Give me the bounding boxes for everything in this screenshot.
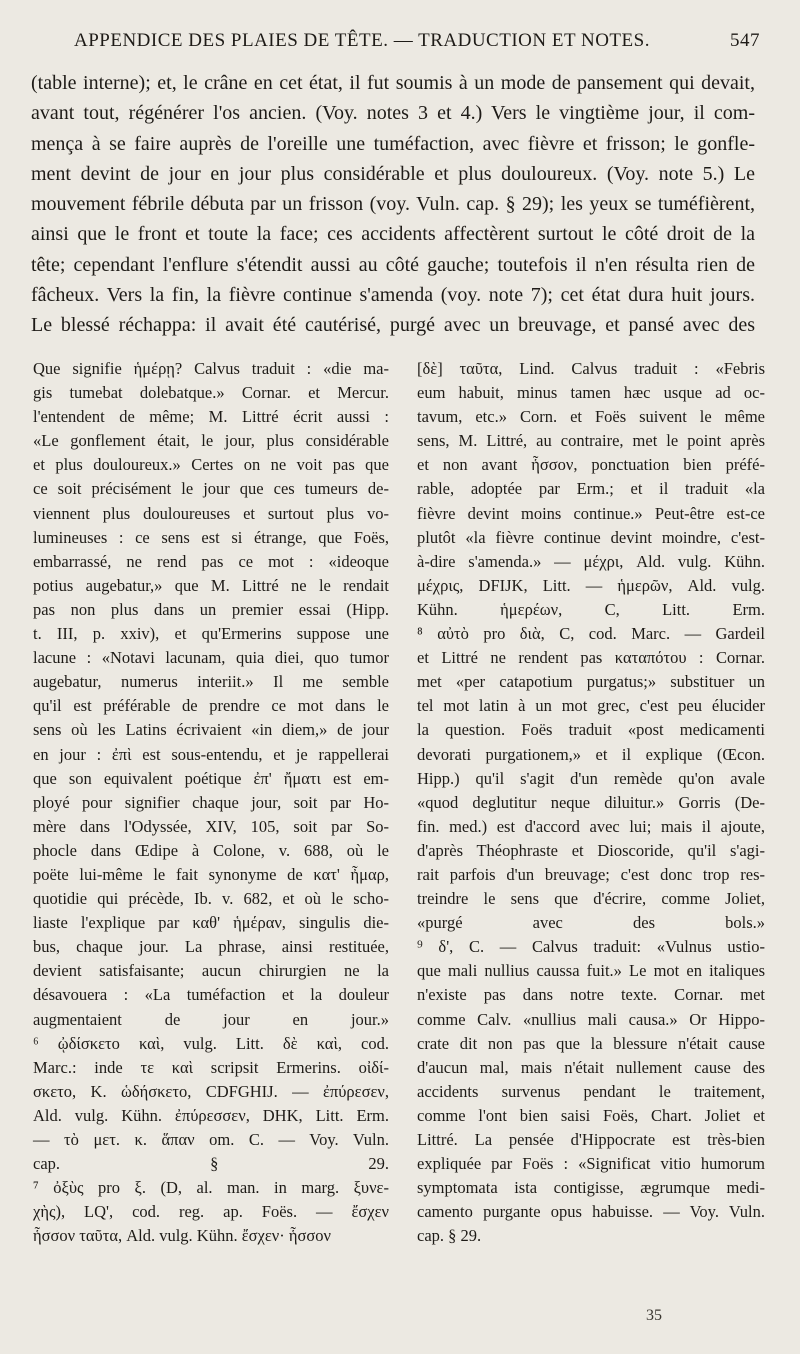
- note-line: que mali nullius caussa fuit.» Le mot en italiques: [417, 961, 765, 981]
- paragraph-line: mouvement fébrile débuta par un frisson (voy. Vuln. cap. § 29); les yeux se tuméfièrent,: [31, 193, 755, 216]
- note-line: fin. med.) est d'accord avec lui; mais il ajoute,: [417, 816, 765, 836]
- note-line: comme l'ont bien saisi Foës, Chart. Joliet et: [417, 1105, 765, 1125]
- note-line: tavum, etc.» Corn. et Foës suivent le même: [417, 407, 765, 427]
- note-line: quotidie qui précède, Ib. v. 682, et où le scho-: [33, 889, 389, 909]
- note-line: liaste l'explique par καθ' ἡμέραν, singulis die-: [33, 913, 389, 933]
- note-line: lumineuses : ce sens est si étrange, que Foës,: [33, 527, 389, 547]
- note-line: devorati purgationem,» et il explique (Œcon.: [417, 744, 765, 764]
- note-line: ⁷ ὀξὺς pro ξ. (D, al. man. in marg. ξυνε-: [33, 1178, 389, 1198]
- paragraph-line: ment devint de jour en jour plus considérable et plus douloureux. (Voy. note 5.) Le: [31, 162, 755, 185]
- note-line: ⁶ ᾠδίσκετο καὶ, vulg. Litt. δὲ καὶ, cod.: [33, 1033, 389, 1053]
- note-line: ce soit précisément le jour que ces tumeurs de-: [33, 479, 389, 499]
- note-line: Hipp.) qu'il s'agit d'un remède qu'on avale: [417, 768, 765, 788]
- paragraph-line: fâcheux. Vers la fin, la fièvre continue s'amenda (voy. note 7); cet état dura huit jours.: [31, 284, 755, 307]
- note-line: et Littré ne rendent pas καταπότου : Cornar.: [417, 648, 765, 668]
- note-line: expliquée par Foës : «Significat vitio humorum: [417, 1154, 765, 1174]
- note-line: cap. § 29.: [33, 1154, 389, 1174]
- note-line: Ald. vulg. Kühn. ἐπύρεσσεν, DHK, Litt. Erm.: [33, 1105, 389, 1125]
- note-line: d'après Théophraste et Dioscoride, qu'il s'agi-: [417, 840, 765, 860]
- footnotes-right-column: [417, 357, 765, 1248]
- note-line: χὴς), LQ', cod. reg. ap. Foës. — ἔσχεν: [33, 1202, 389, 1222]
- note-line: [δὲ] ταῦτα, Lind. Calvus traduit : «Febris: [417, 359, 765, 378]
- note-line: treindre le sens que d'écrire, comme Joliet,: [417, 889, 765, 909]
- note-line: comme Calv. «nullius mali causa.» Or Hippo-: [417, 1009, 765, 1029]
- note-line: cap. § 29.: [417, 1226, 482, 1246]
- note-line: mère dans l'Odyssée, XIV, 105, soit par So-: [33, 816, 389, 836]
- note-line: ἧσσον ταῦτα, Ald. vulg. Kühn. ἔσχεν· ἧσσον: [33, 1226, 332, 1246]
- note-line: et non avant ἧσσον, ponctuation bien préfé-: [417, 455, 765, 475]
- note-line: et plus douloureux.» Certes on ne voit pas que: [33, 455, 389, 475]
- note-line: crate dit non pas que la blessure n'était cause: [417, 1033, 765, 1053]
- note-line: σκετο, K. ὡδήσκετο, CDFGHIJ. — ἐπύρεσεν,: [33, 1081, 389, 1101]
- note-line: en jour : ἐπὶ est sous-entendu, et je rappellerai: [33, 744, 389, 764]
- note-line: désavouera : «La tuméfaction et la douleur: [33, 985, 389, 1005]
- note-line: t. III, p. xxiv), et qu'Ermerins suppose une: [33, 624, 389, 644]
- note-line: rable, adoptée par Erm.; et il traduit «la: [417, 479, 765, 499]
- note-line: n'existe pas dans notre texte. Cornar. met: [417, 985, 765, 1005]
- note-line: d'aucun mal, mais n'était nullement cause des: [417, 1057, 765, 1077]
- note-line: augebatur, numerus interiit.» Il me semble: [33, 672, 389, 692]
- note-line: accidents survenus pendant le traitement,: [417, 1081, 765, 1101]
- note-line: eum habuit, minus tamen hæc usque ad oc-: [417, 383, 765, 403]
- note-line: «quod deglutitur neque diluitur.» Gorris (De-: [417, 792, 765, 812]
- note-line: qu'il est préférable de prendre ce mot dans le: [33, 696, 389, 716]
- footnotes-left-column: [33, 357, 389, 1248]
- note-line: poëte lui-même le fait synonyme de κατ' ἦμαρ,: [33, 864, 389, 884]
- note-line: embarrassé, ne rend pas ce mot : «ideoque: [33, 551, 389, 571]
- note-line: plutôt «la fièvre continue devint moindre, c'est-: [417, 527, 765, 547]
- note-line: camento purgante opus habuisse. — Voy. Vuln.: [417, 1202, 765, 1222]
- note-line: tel mot latin à un mot grec, c'est peu élucider: [417, 696, 765, 716]
- note-line: augmentaient de jour en jour.»: [33, 1009, 389, 1029]
- page-number: 547: [730, 30, 760, 51]
- signature-mark: 35: [646, 1307, 662, 1324]
- running-header: [74, 30, 760, 56]
- paragraph-line: avant tout, régénérer l'os ancien. (Voy. notes 3 et 4.) Vers le vingtième jour, il com-: [31, 102, 755, 125]
- note-line: μέχρις, DFIJK, Litt. — ἡμερῶν, Ald. vulg.: [417, 575, 765, 595]
- note-line: ⁸ αὐτὸ pro διὰ, C, cod. Marc. — Gardeil: [417, 624, 765, 644]
- note-line: Marc.: inde τε καὶ scripsit Ermerins. οἰδί-: [33, 1057, 389, 1077]
- main-paragraph: [31, 68, 755, 341]
- note-line: symptomata ista contigisse, ægrumque medi-: [417, 1178, 765, 1198]
- note-line: Kühn. ἡμερέων, C, Litt. Erm.: [417, 599, 765, 619]
- note-line: phocle dans Œdipe à Colone, v. 688, où le: [33, 840, 389, 860]
- note-line: potius augebatur,» que M. Littré ne le rendait: [33, 575, 389, 595]
- note-line: ployé pour signifier chaque jour, soit par Ho-: [33, 792, 389, 812]
- header-title: APPENDICE DES PLAIES DE TÊTE. — TRADUCTION ET NOTES.: [74, 30, 650, 51]
- note-line: que son equivalent poétique ἐπ' ἤματι est em-: [33, 768, 389, 788]
- note-line: bus, chaque jour. La phrase, ainsi restituée,: [33, 937, 389, 957]
- note-line: sens où les Latins écrivaient «in diem,» de jour: [33, 720, 389, 740]
- paragraph-line: tête; cependant l'enflure s'étendit aussi au côté gauche; toutefois il n'en résulta rien de: [31, 253, 755, 276]
- note-line: «purgé avec des bols.»: [417, 913, 765, 933]
- note-line: «Le gonflement était, le jour, plus considérable: [33, 431, 389, 451]
- note-line: Littré. La pensée d'Hippocrate est très-bien: [417, 1130, 765, 1149]
- note-line: pas non plus dans un premier essai (Hipp.: [33, 599, 389, 619]
- note-line: sens, M. Littré, au contraire, met le point après: [417, 431, 765, 451]
- note-line: fièvre devint moins continue.» Peut-être est-ce: [417, 503, 765, 523]
- note-line: la question. Foës traduit «post medicamenti: [417, 720, 765, 740]
- note-line: l'entendent de même; M. Littré écrit aussi :: [33, 407, 389, 427]
- note-line: à-dire s'amenda.» — μέχρι, Ald. vulg. Kühn.: [417, 551, 765, 571]
- note-line: gis tumebat dolebatque.» Cornar. et Mercur.: [33, 383, 389, 403]
- note-line: rait parfois d'un breuvage; c'est donc trop res-: [417, 864, 765, 884]
- note-line: lacune : «Notavi lacunam, quia diei, quo tumor: [33, 648, 389, 668]
- note-line: — τὸ μετ. κ. ἅπαν om. C. — Voy. Vuln.: [33, 1130, 389, 1149]
- paragraph-line: (table interne); et, le crâne en cet état, il fut soumis à un mode de pansement qui devait,: [31, 72, 755, 94]
- note-line: viennent plus douloureuses et surtout plus vo-: [33, 503, 389, 523]
- note-line: ⁹ δ', C. — Calvus traduit: «Vulnus ustio-: [417, 937, 765, 957]
- paragraph-line: Le blessé réchappa: il avait été cautérisé, purgé avec un breuvage, et pansé avec des: [31, 314, 755, 337]
- note-line: met «per catapotium purgatus;» substituer un: [417, 672, 765, 692]
- note-line: devient satisfaisante; aucun chirurgien ne la: [33, 961, 389, 981]
- note-line: Que signifie ἡμέρῃ? Calvus traduit : «die ma-: [33, 359, 389, 378]
- paragraph-line: ainsi que le front et toute la face; ces accidents affectèrent surtout le côté droit de la: [31, 223, 755, 246]
- paragraph-line: mença à se faire auprès de l'oreille une tuméfaction, avec fièvre et frisson; le gonfle-: [31, 132, 755, 155]
